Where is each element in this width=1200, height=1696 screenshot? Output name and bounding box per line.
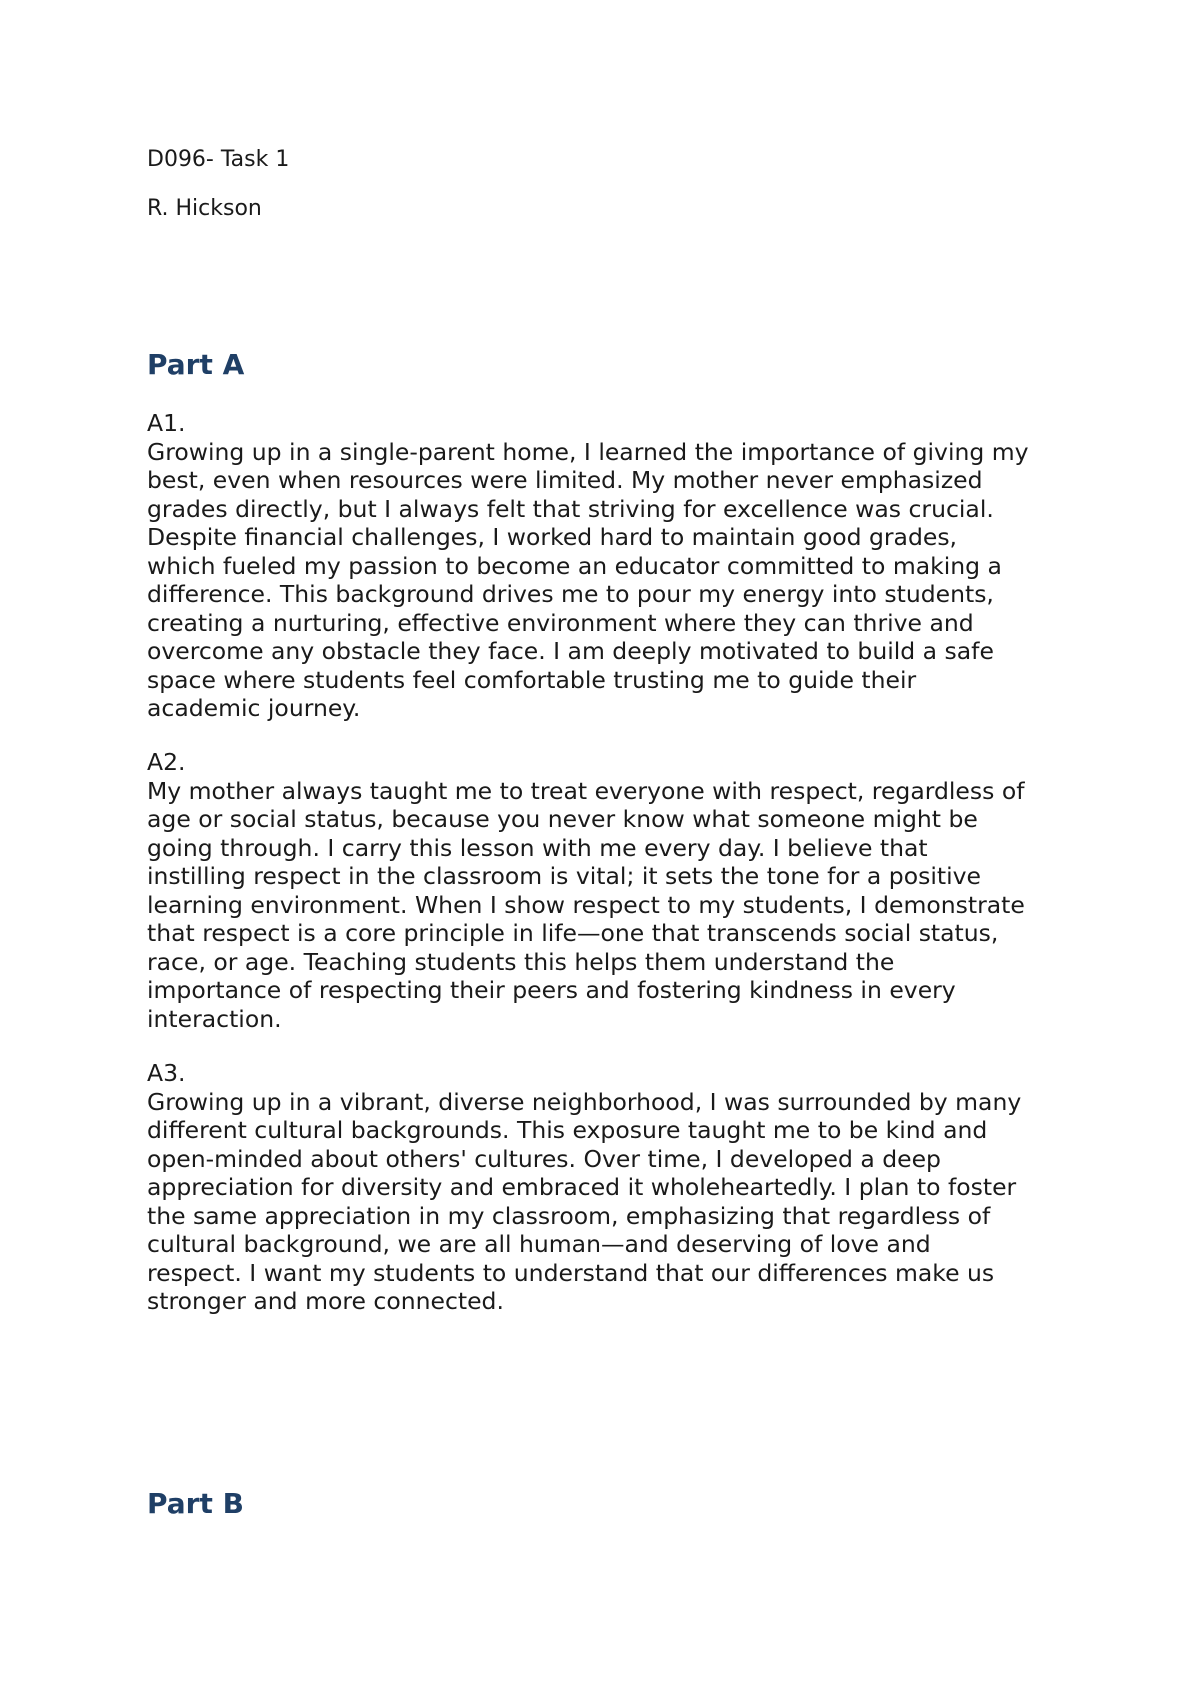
paragraph-line: respect. I want my students to understand that our differences make us	[147, 1258, 995, 1287]
paragraph-line: Despite financial challenges, I worked hard to maintain good grades,	[147, 523, 958, 551]
paragraph-line: different cultural backgrounds. This exposure taught me to be kind and	[147, 1116, 988, 1144]
section-paragraph	[147, 1088, 1077, 1316]
paragraph-line: age or social status, because you never know what someone might be	[147, 805, 978, 833]
paragraph-line: that respect is a core principle in life—one that transcends social status,	[147, 919, 999, 947]
paragraph-line: grades directly, but I always felt that striving for excellence was crucial.	[147, 494, 994, 523]
section-label: A3.	[147, 1059, 186, 1087]
paragraph-line: creating a nurturing, effective environment where they can thrive and	[147, 608, 974, 637]
section-label: A1.	[147, 409, 186, 437]
section-paragraph	[147, 438, 1077, 723]
paragraph-line: going through. I carry this lesson with me every day. I believe that	[147, 833, 928, 862]
paragraph-line: stronger and more connected.	[147, 1287, 504, 1315]
paragraph-line: Growing up in a vibrant, diverse neighborhood, I was surrounded by many	[147, 1087, 1022, 1116]
paragraph-line: importance of respecting their peers and fostering kindness in every	[147, 976, 956, 1004]
paragraph-line: best, even when resources were limited. My mother never emphasized	[147, 466, 983, 494]
course-code: D096- Task 1	[147, 147, 290, 172]
part-a-heading: Part A	[147, 348, 245, 381]
part-b-heading: Part B	[147, 1487, 244, 1520]
paragraph-line: the same appreciation in my classroom, emphasizing that regardless of	[147, 1201, 991, 1230]
paragraph-line: which fueled my passion to become an educator committed to making a	[147, 551, 1002, 580]
paragraph-line: interaction.	[147, 1004, 282, 1033]
paragraph-line: My mother always taught me to treat everyone with respect, regardless of	[147, 776, 1025, 805]
section-a1	[147, 409, 1077, 723]
section-a2	[147, 748, 1077, 1033]
section-paragraph	[147, 777, 1077, 1034]
paragraph-line: cultural background, we are all human—and deserving of love and	[147, 1230, 931, 1258]
author-name: R. Hickson	[147, 196, 262, 221]
paragraph-line: learning environment. When I show respect to my students, I demonstrate	[147, 890, 1025, 919]
paragraph-line: race, or age. Teaching students this helps them understand the	[147, 947, 895, 976]
paragraph-line: Growing up in a single-parent home, I learned the importance of giving my	[147, 437, 1029, 466]
paragraph-line: difference. This background drives me to pour my energy into students,	[147, 580, 994, 608]
section-label: A2.	[147, 748, 186, 776]
paragraph-line: overcome any obstacle they face. I am deeply motivated to build a safe	[147, 637, 994, 665]
paragraph-line: academic journey.	[147, 694, 361, 722]
paragraph-line: space where students feel comfortable trusting me to guide their	[147, 665, 917, 694]
paragraph-line: open-minded about others' cultures. Over time, I developed a deep	[147, 1144, 941, 1173]
paragraph-line: appreciation for diversity and embraced it wholeheartedly. I plan to foster	[147, 1173, 1017, 1201]
section-a3	[147, 1059, 1077, 1316]
paragraph-line: instilling respect in the classroom is vital; it sets the tone for a positive	[147, 862, 981, 890]
